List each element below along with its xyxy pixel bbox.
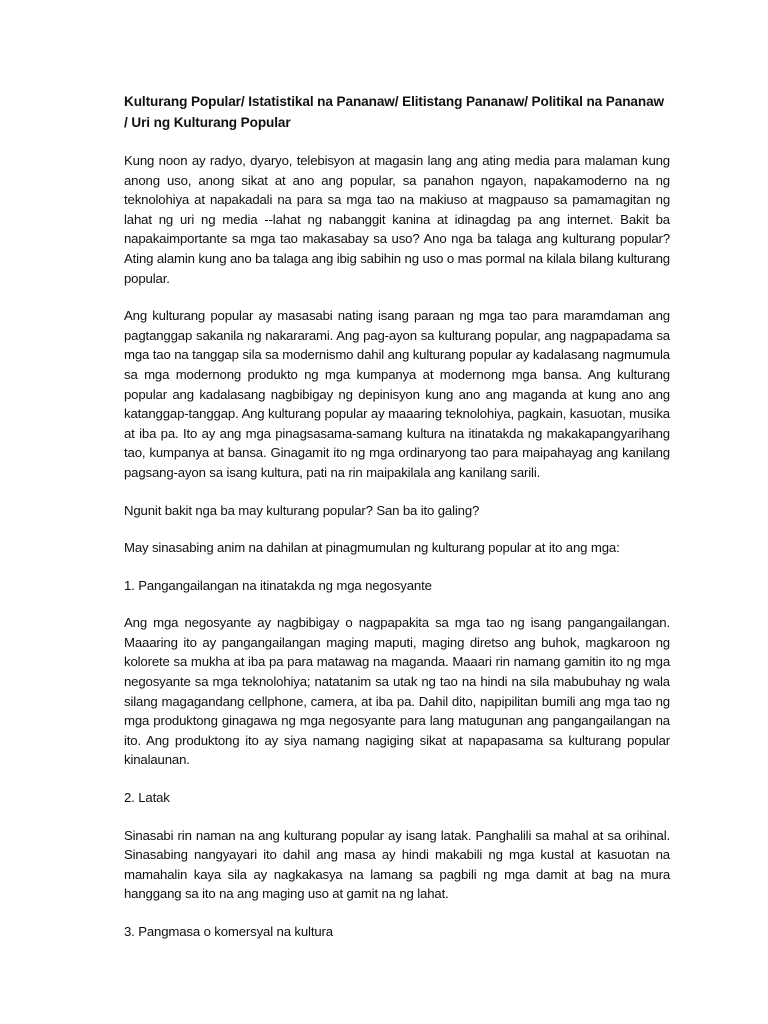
paragraph-intro: Kung noon ay radyo, dyaryo, telebisyon at magasin lang ang ating media para malaman kung anong uso, anong sikat at ano ang popular, sa panahon ngayon, napakamoderno na ng teknolohiya at napakadali na para sa mga tao na makiuso at magpauso sa pamamagitan ng lahat ng uri ng media --lahat ng nabanggit kanina at idinagdag pa ang internet. Bakit ba napakaimportante sa mga tao makasabay sa uso? Ano nga ba talaga ang kulturang popular? Ating alamin kung ano ba talaga ang ibig sabihin ng uso o mas pormal na kilala bilang kulturang popular. [124, 153, 670, 286]
document-title: Kulturang Popular/ Istatistikal na Pananaw/ Elitistang Pananaw/ Politikal na Pananaw / Uri ng Kulturang Popular [124, 94, 665, 130]
section-heading-2: 2. Latak [124, 790, 170, 806]
section-heading-3: 3. Pangmasa o komersyal na kultura [124, 924, 333, 939]
paragraph-section-2: Sinasabi rin naman na ang kulturang popular ay isang latak. Panghalili sa mahal at sa orihinal. Sinasabing nangyayari ito dahil ang masa ay hindi makabili ng mga kustal at kasuotan na mamahalin kaya sila ay nagkakasya na lamang sa pagbili ng mga damit at bag na mura hanggang sa ito na ang maging uso at gamit na ng lahat. [124, 827, 670, 902]
paragraph-six-reasons: May sinasabing anim na dahilan at pinagmumulan ng kulturang popular at ito ang mga: [124, 540, 620, 556]
paragraph-section-1: Ang mga negosyante ay nagbibigay o nagpapakita sa mga tao ng isang pangangailangan. Maaaring ito ay pangangailangan maging maputi, maging diretso ang buhok, magkaroon ng kolorete sa mukha at iba pa para matawag na maganda. Maaari rin namang gamitin ito ng mga negosyante sa mga teknolohiya; natatanim sa utak ng tao na hindi na sila mabubuhay ng wala silang magagandang cellphone, camera, at iba pa. Dahil dito, napipilitan bumili ang mga tao ng mga produktong ginagawa ng mga negosyante para lang matugunan ang pangangailangan na ito. Ang produktong ito ay siya namang nagiging sikat at napapasama sa kulturang popular kinalaunan. [124, 615, 670, 768]
section-heading-1: 1. Pangangailangan na itinatakda ng mga negosyante [124, 577, 432, 593]
document-body [124, 91, 670, 960]
paragraph-definition: Ang kulturang popular ay masasabi nating isang paraan ng mga tao para maramdaman ang pagtanggap sakanila ng nakararami. Ang pag-ayon sa kulturang popular, ang nagpapadama sa mga tao na tanggap sila sa modernismo dahil ang kulturang popular ay kadalasang nagmumula sa mga modernong produkto ng mga kumpanya at modernong mga bansa. Ang kulturang popular ang kadalasang nagbibigay ng depinisyon kung ano ang maganda at kung ano ang katanggap-tanggap. Ang kulturang popular ay maaaring teknolohiya, pagkain, kasuotan, musika at iba pa. Ito ay ang mga pinagsasama-samang kultura na itinatakda ng makakapangyarihang tao, kumpanya at bansa. Ginagamit ito ng mga ordinaryong tao para maipahayag ang kanilang pagsang-ayon sa isang kultura, pati na rin maipakilala ang kanilang sarili. [124, 308, 670, 480]
paragraph-question: Ngunit bakit nga ba may kulturang popular? San ba ito galing? [124, 502, 480, 518]
